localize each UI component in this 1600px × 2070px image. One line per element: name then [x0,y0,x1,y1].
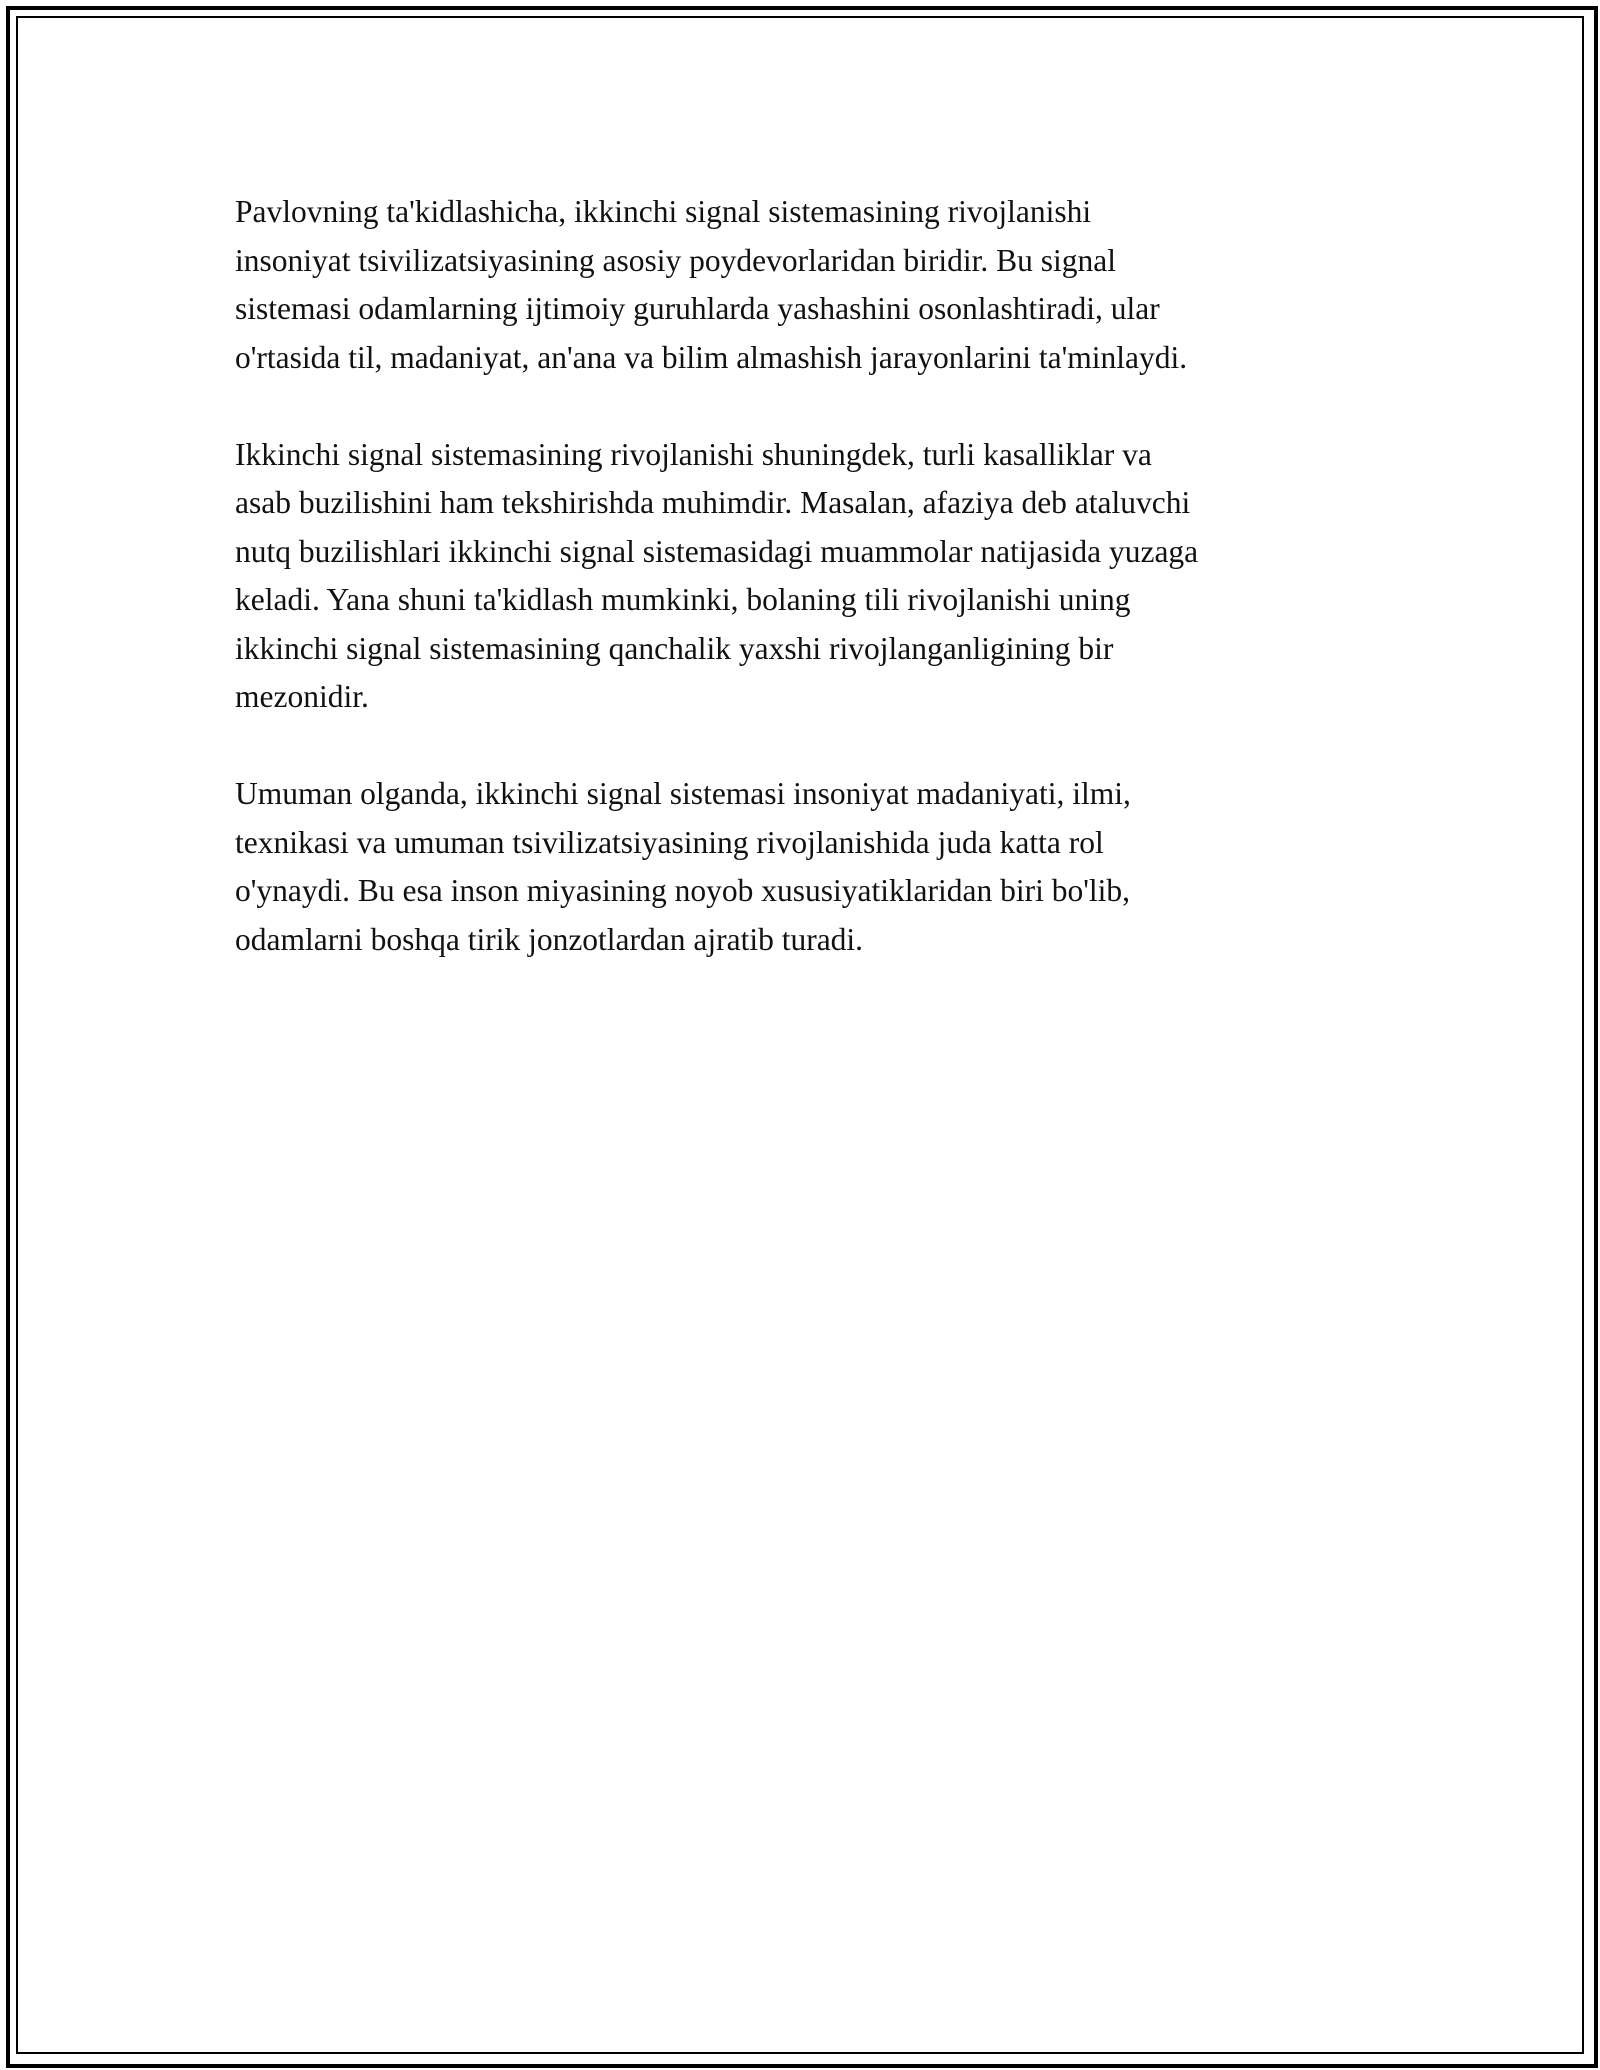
text-line: insoniyat tsivilizatsiyasining asosiy poydevorlaridan biridir. Bu signal [235,242,1117,278]
text-line: nutq buzilishlari ikkinchi signal sistemasidagi muammolar natijasida yuzaga [235,533,1199,569]
document-body [235,188,1365,1013]
text-line: Ikkinchi signal sistemasining rivojlanishi shuningdek, turli kasalliklar va [235,436,1152,472]
text-line: sistemasi odamlarning ijtimoiy guruhlarda yashashini osonlashtiradi, ular [235,291,1160,326]
paragraph-3 [235,770,1365,964]
text-line: mezonidir. [235,679,369,714]
paragraph-1 [235,188,1365,382]
text-line: o'ynaydi. Bu esa inson miyasining noyob xususiyatiklaridan biri bo'lib, [235,873,1131,908]
text-line: odamlarni boshqa tirik jonzotlardan ajratib turadi. [235,921,864,957]
text-line: o'rtasida til, madaniyat, an'ana va bilim almashish jarayonlarini ta'minlaydi. [235,339,1188,375]
text-line: keladi. Yana shuni ta'kidlash mumkinki, bolaning tili rivojlanishi uning [235,582,1131,617]
text-line: Umuman olganda, ikkinchi signal sistemasi insoniyat madaniyati, ilmi, [235,776,1131,811]
text-line: asab buzilishini ham tekshirishda muhimdir. Masalan, afaziya deb ataluvchi [235,485,1191,520]
text-line: ikkinchi signal sistemasining qanchalik yaxshi rivojlanganligining bir [235,630,1114,666]
text-line: Pavlovning ta'kidlashicha, ikkinchi signal sistemasining rivojlanishi [235,194,1092,229]
text-line: texnikasi va umuman tsivilizatsiyasining rivojlanishida juda katta rol [235,824,1104,860]
paragraph-2 [235,431,1365,722]
